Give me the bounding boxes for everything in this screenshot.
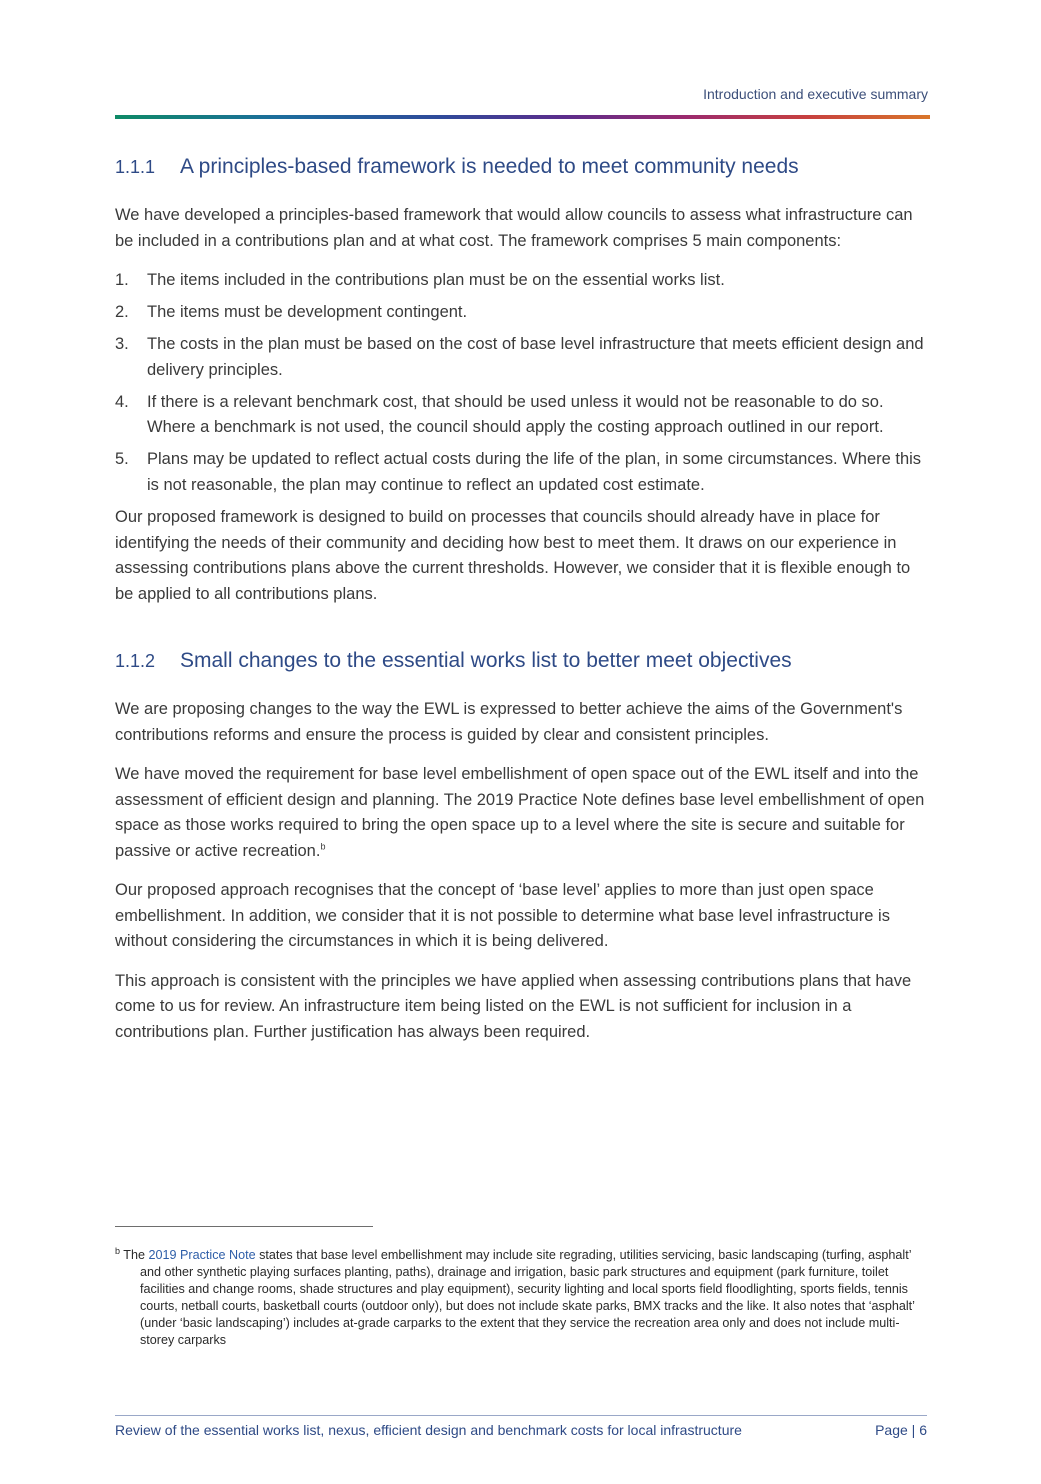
running-header: Introduction and executive summary [703,86,928,102]
list-item [115,332,927,383]
list-item [115,390,927,441]
base-level-paragraph: Our proposed approach recognises that the concept of ‘base level’ applies to more than just open space embellishment. In addition, we consider that it is not possible to determine what base level infrastructure is without considering the circumstances in which it is being delivered. [115,881,890,950]
list-item [115,300,927,326]
footer-page-number: Page | 6 [875,1422,927,1438]
section-heading-1-1-2 [115,644,927,678]
open-space-paragraph-text: We have moved the requirement for base level embellishment of open space out of the EWL itself and into the assessment of efficient design and planning. The 2019 Practice Note defines base level embellishment of open space as those works required to bring the open space up to a level where the site is secure and suitable for passive or active recreation. [115,765,925,860]
list-item-number: 4. [115,392,129,411]
framework-closing-paragraph: Our proposed framework is designed to build on processes that councils should already have in place for identifying the needs of their community and deciding how best to meet them. It draws on our experience in assessing contributions plans above the current thresholds. However, we consider that it is flexible enough to be applied to all contributions plans. [115,508,911,603]
ewl-changes-paragraph: We are proposing changes to the way the EWL is expressed to better achieve the aims of the Government's contributions reforms and ensure the process is guided by clear and consistent principles. [115,700,903,744]
section-title: A principles-based framework is needed to meet community needs [180,155,799,178]
list-item-text: The costs in the plan must be based on the cost of base level infrastructure that meets efficient design and delivery principles. [147,335,924,379]
footnote-separator [115,1226,373,1227]
list-item-text: The items included in the contributions plan must be on the essential works list. [147,271,725,289]
consistency-paragraph: This approach is consistent with the principles we have applied when assessing contributions plans that have come to us for review. An infrastructure item being listed on the EWL is not sufficient for inclusion in a contributions plan. Further justification has always been required. [115,971,912,1041]
open-space-paragraph [115,762,927,864]
footnote-pre-link: The [123,1248,149,1262]
list-item [115,268,927,294]
footer-rule [115,1415,927,1416]
practice-note-link[interactable]: 2019 Practice Note [148,1248,256,1262]
section-title: Small changes to the essential works list to better meet objectives [180,649,792,672]
list-item-text: If there is a relevant benchmark cost, that should be used unless it would not be reasonable to do so. Where a benchmark is not used, the council should apply the costing approach outlined in our report. [147,392,884,436]
footnote-marker: b [115,1245,121,1256]
footer-document-title: Review of the essential works list, nexus, efficient design and benchmark costs for local infrastructure [115,1422,742,1438]
list-item-number: 5. [115,450,129,468]
list-item-text: Plans may be updated to reflect actual costs during the life of the plan, in some circumstances. Where this is not reasonable, the plan may continue to reflect an updated cost estimate. [147,450,922,494]
footnote-b [115,1247,925,1349]
footnote-text: states that base level embellishment may include site regrading, utilities servicing, basic landscaping (turfing, asphalt’ and other synthetic playing surfaces planting, paths), drainage and irrigation, basic park structures and equipment (park furniture, toilet facilities and change rooms, shade structures and play equipment), security lighting and local sports field floodlighting, sports fields, tennis courts, netball courts, basketball courts (outdoor only), but does not include skate parks, BMX tracks and the like. It also notes that ‘asphalt’ (under ‘basic landscaping’) includes at-grade carparks to the extent that they service the recreation area only and does not include multi-storey carparks [140,1248,915,1347]
section-number: 1.1.2 [115,651,156,671]
list-item [115,447,927,498]
section-heading-1-1-1 [115,150,927,184]
list-item-text: The items must be development contingent. [147,303,468,321]
section-number: 1.1.1 [115,157,156,177]
list-item-number: 3. [115,335,129,353]
list-item-number: 1. [115,271,129,289]
framework-intro-paragraph: We have developed a principles-based framework that would allow councils to assess what infrastructure can be included in a contributions plan and at what cost. The framework comprises 5 main components: [115,206,913,250]
header-gradient-rule [115,115,930,119]
framework-components-list [115,268,927,498]
main-content [115,150,927,1045]
footnote-reference[interactable]: b [320,841,326,851]
list-item-number: 2. [115,303,129,321]
